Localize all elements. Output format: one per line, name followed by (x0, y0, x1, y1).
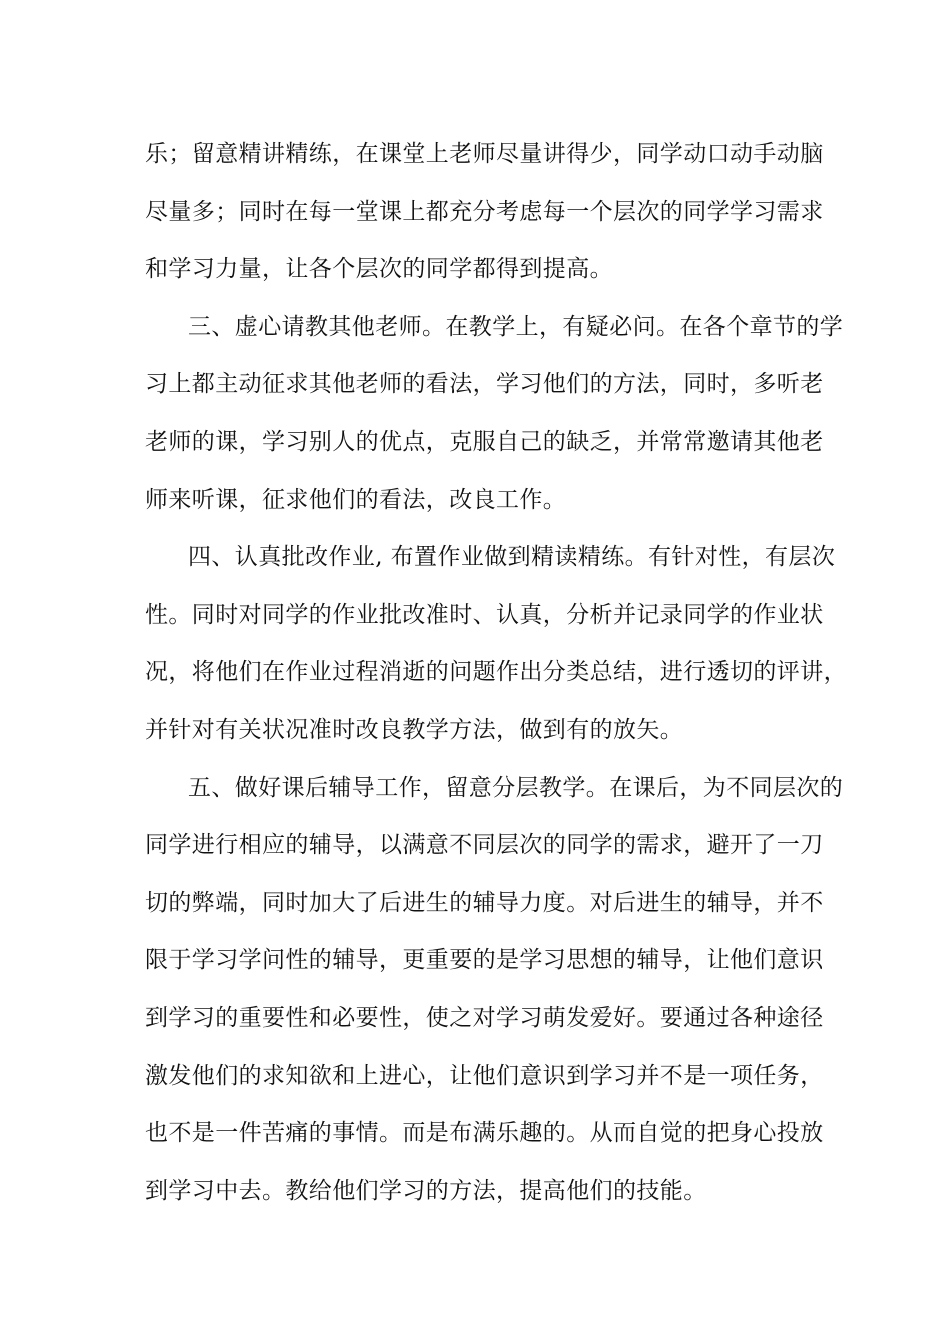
text-line: 和学习力量，让各个层次的同学都得到提高。 (145, 256, 613, 283)
text-line: 也不是一件苦痛的事情。而是布满乐趣的。从而自觉的把身心投放 (145, 1120, 824, 1147)
text-line: 并针对有关状况准时改良教学方法，做到有的放矢。 (145, 716, 684, 743)
text-line: 激发他们的求知欲和上进心，让他们意识到学习并不是一项任务， (145, 1062, 824, 1089)
text-line: 乐；留意精讲精练，在课堂上老师尽量讲得少，同学动口动手动脑 (145, 141, 824, 167)
paragraph-start-line: 四、认真批改作业, 布置作业做到精读精练。有针对性，有层次 (188, 544, 836, 571)
text-line: 同学进行相应的辅导，以满意不同层次的同学的需求，避开了一刀 (145, 832, 824, 859)
text-line: 切的弊端，同时加大了后进生的辅导力度。对后进生的辅导，并不 (145, 889, 824, 916)
text-line: 尽量多；同时在每一堂课上都充分考虑每一个层次的同学学习需求 (145, 198, 824, 225)
text-line: 限于学习学问性的辅导，更重要的是学习思想的辅导，让他们意识 (145, 947, 824, 974)
text-line: 况，将他们在作业过程消逝的问题作出分类总结，进行透切的评讲， (145, 659, 847, 686)
paragraph-start-line: 五、做好课后辅导工作，留意分层教学。在课后，为不同层次的 (188, 774, 844, 801)
body-text (145, 131, 847, 1225)
text-line: 性。同时对同学的作业批改准时、认真，分析并记录同学的作业状 (145, 601, 824, 628)
text-line: 到学习的重要性和必要性，使之对学习萌发爱好。要通过各种途径 (145, 1004, 824, 1031)
text-line: 习上都主动征求其他老师的看法，学习他们的方法，同时，多听老 (145, 371, 824, 398)
text-line: 师来听课，征求他们的看法，改良工作。 (145, 486, 567, 513)
text-line: 老师的课，学习别人的优点，克服自己的缺乏，并常常邀请其他老 (145, 428, 824, 455)
paragraph-start-line: 三、虚心请教其他老师。在教学上，有疑必问。在各个章节的学 (188, 313, 844, 340)
text-line: 到学习中去。教给他们学习的方法，提高他们的技能。 (145, 1177, 707, 1204)
